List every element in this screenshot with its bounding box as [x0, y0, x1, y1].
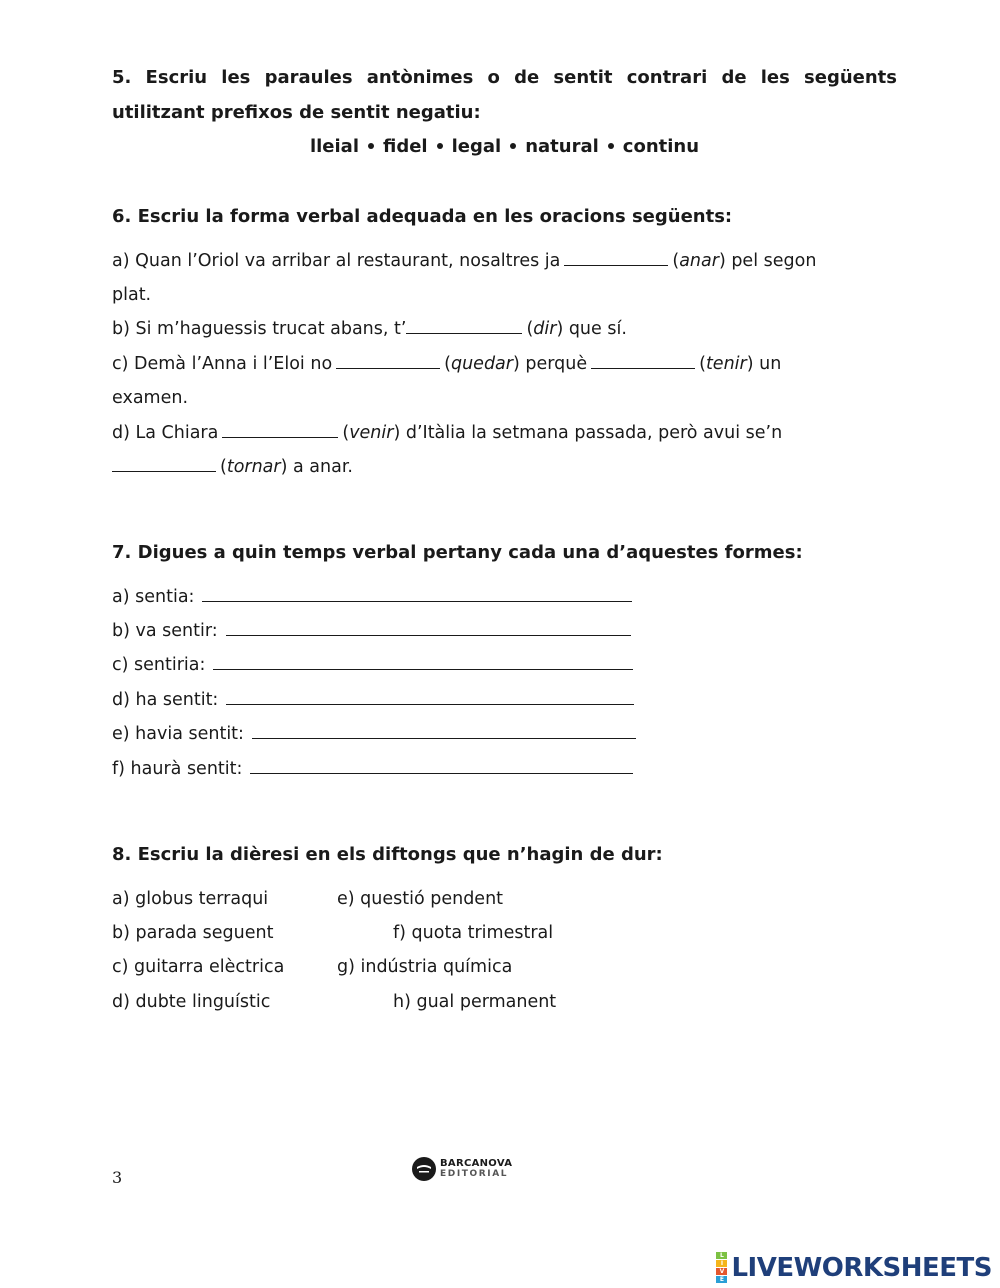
ex5-word: lleial	[309, 136, 359, 157]
answer-blank[interactable]	[222, 418, 338, 438]
publisher-logo	[412, 1157, 512, 1181]
ex8-item[interactable]: f) quota trimestral	[393, 923, 554, 943]
sentence-text: ) que sí.	[556, 319, 627, 339]
ex7-item-label: d) ha sentit:	[112, 690, 219, 710]
ex6-sentence-a: a) Quan l’Oriol va arribar al restaurant, nosaltres ja (anar) pel segon	[112, 244, 816, 278]
sentence-text: ) a anar.	[280, 457, 353, 477]
bullet-icon	[437, 143, 443, 149]
ex8-item[interactable]: c) guitarra elèctrica	[112, 957, 285, 977]
answer-blank[interactable]	[591, 349, 695, 369]
ex7-item-label: a) sentia:	[112, 587, 195, 607]
ex8-item[interactable]: d) dubte linguístic	[112, 992, 271, 1012]
ex5-title-line1: 5. Escriu les paraules antònimes o de sentit contrari de les següents	[112, 67, 897, 88]
bullet-icon	[510, 143, 516, 149]
verb-hint: venir	[349, 423, 394, 443]
ex8-title: 8. Escriu la dièresi en els diftongs que n’hagin de dur:	[112, 844, 663, 865]
ex8-item[interactable]: g) indústria química	[337, 957, 513, 977]
ex8-item[interactable]: e) questió pendent	[337, 889, 504, 909]
ex7-item	[112, 683, 638, 717]
badge-letter: L	[716, 1252, 727, 1259]
sentence-text: d) La Chiara	[112, 423, 219, 443]
answer-blank[interactable]	[406, 314, 522, 334]
sentence-text: a) Quan l’Oriol va arribar al restaurant, nosaltres ja	[112, 251, 561, 271]
sentence-text: ) perquè	[512, 354, 588, 374]
badge-letter: I	[716, 1260, 727, 1267]
bullet-icon	[368, 143, 374, 149]
publisher-subtitle: EDITORIAL	[440, 1169, 509, 1179]
ex7-item-label: e) havia sentit:	[112, 724, 244, 744]
verb-hint: anar	[679, 251, 719, 271]
ex6-sentence-b: b) Si m’haguessis trucat abans, t’ (dir) que sí.	[112, 312, 627, 346]
liveworksheets-badge-icon	[716, 1252, 727, 1283]
liveworksheets-watermark	[716, 1252, 992, 1283]
answer-blank[interactable]	[112, 452, 216, 472]
sentence-text: ) pel segon	[718, 251, 817, 271]
ex7-item	[112, 614, 635, 648]
ex7-item-label: f) haurà sentit:	[112, 759, 243, 779]
answer-line[interactable]	[252, 719, 636, 739]
ex5-word: continu	[622, 136, 700, 157]
page-number: 3	[112, 1168, 123, 1187]
ex7-item-label: c) sentiria:	[112, 655, 206, 675]
verb-hint: tornar	[226, 457, 281, 477]
bullet-icon	[608, 143, 614, 149]
answer-line[interactable]	[202, 582, 632, 602]
ex7-item	[112, 752, 637, 786]
badge-letter: V	[716, 1268, 727, 1275]
ex6-sentence-a-cont: plat.	[112, 285, 152, 305]
publisher-name: BARCANOVA	[440, 1158, 513, 1169]
verb-hint: dir	[533, 319, 557, 339]
answer-blank[interactable]	[336, 349, 440, 369]
ex5-title-line2: utilitzant prefixos de sentit negatiu:	[112, 102, 481, 123]
ex7-item	[112, 580, 636, 614]
answer-blank[interactable]	[564, 246, 668, 266]
sentence-text: ) un	[746, 354, 782, 374]
ex5-word: legal	[451, 136, 502, 157]
ex6-sentence-c-cont: examen.	[112, 388, 189, 408]
verb-hint: tenir	[705, 354, 747, 374]
answer-line[interactable]	[226, 616, 631, 636]
answer-line[interactable]	[213, 650, 633, 670]
sentence-text: c) Demà l’Anna i l’Eloi no	[112, 354, 333, 374]
answer-line[interactable]	[226, 685, 634, 705]
ex7-title: 7. Digues a quin temps verbal pertany cada una d’aquestes formes:	[112, 542, 803, 563]
verb-hint: quedar	[450, 354, 513, 374]
answer-line[interactable]	[250, 754, 633, 774]
ex8-item[interactable]: a) globus terraqui	[112, 889, 269, 909]
sentence-text: ) d’Itàlia la setmana passada, però avui se’n	[393, 423, 783, 443]
ex5-word-list	[112, 130, 897, 164]
ex7-item	[112, 648, 637, 682]
ex6-sentence-d: d) La Chiara (venir) d’Itàlia la setmana passada, però avui se’n	[112, 416, 782, 450]
barcanova-logo-icon	[412, 1157, 436, 1181]
ex8-item[interactable]: b) parada seguent	[112, 923, 274, 943]
ex7-item-label: b) va sentir:	[112, 621, 218, 641]
ex6-sentence-d-cont: (tornar) a anar.	[112, 450, 353, 484]
ex6-sentence-c: c) Demà l’Anna i l’Eloi no (quedar) perquè (tenir) un	[112, 347, 781, 381]
ex5-word: natural	[525, 136, 599, 157]
ex7-item	[112, 717, 640, 751]
sentence-text: b) Si m’haguessis trucat abans, t’	[112, 319, 407, 339]
badge-letter: E	[716, 1276, 727, 1283]
ex8-item[interactable]: h) gual permanent	[393, 992, 557, 1012]
ex5-word: fidel	[383, 136, 428, 157]
ex6-title: 6. Escriu la forma verbal adequada en les oracions següents:	[112, 206, 733, 227]
watermark-text: LIVEWORKSHEETS	[731, 1252, 992, 1283]
